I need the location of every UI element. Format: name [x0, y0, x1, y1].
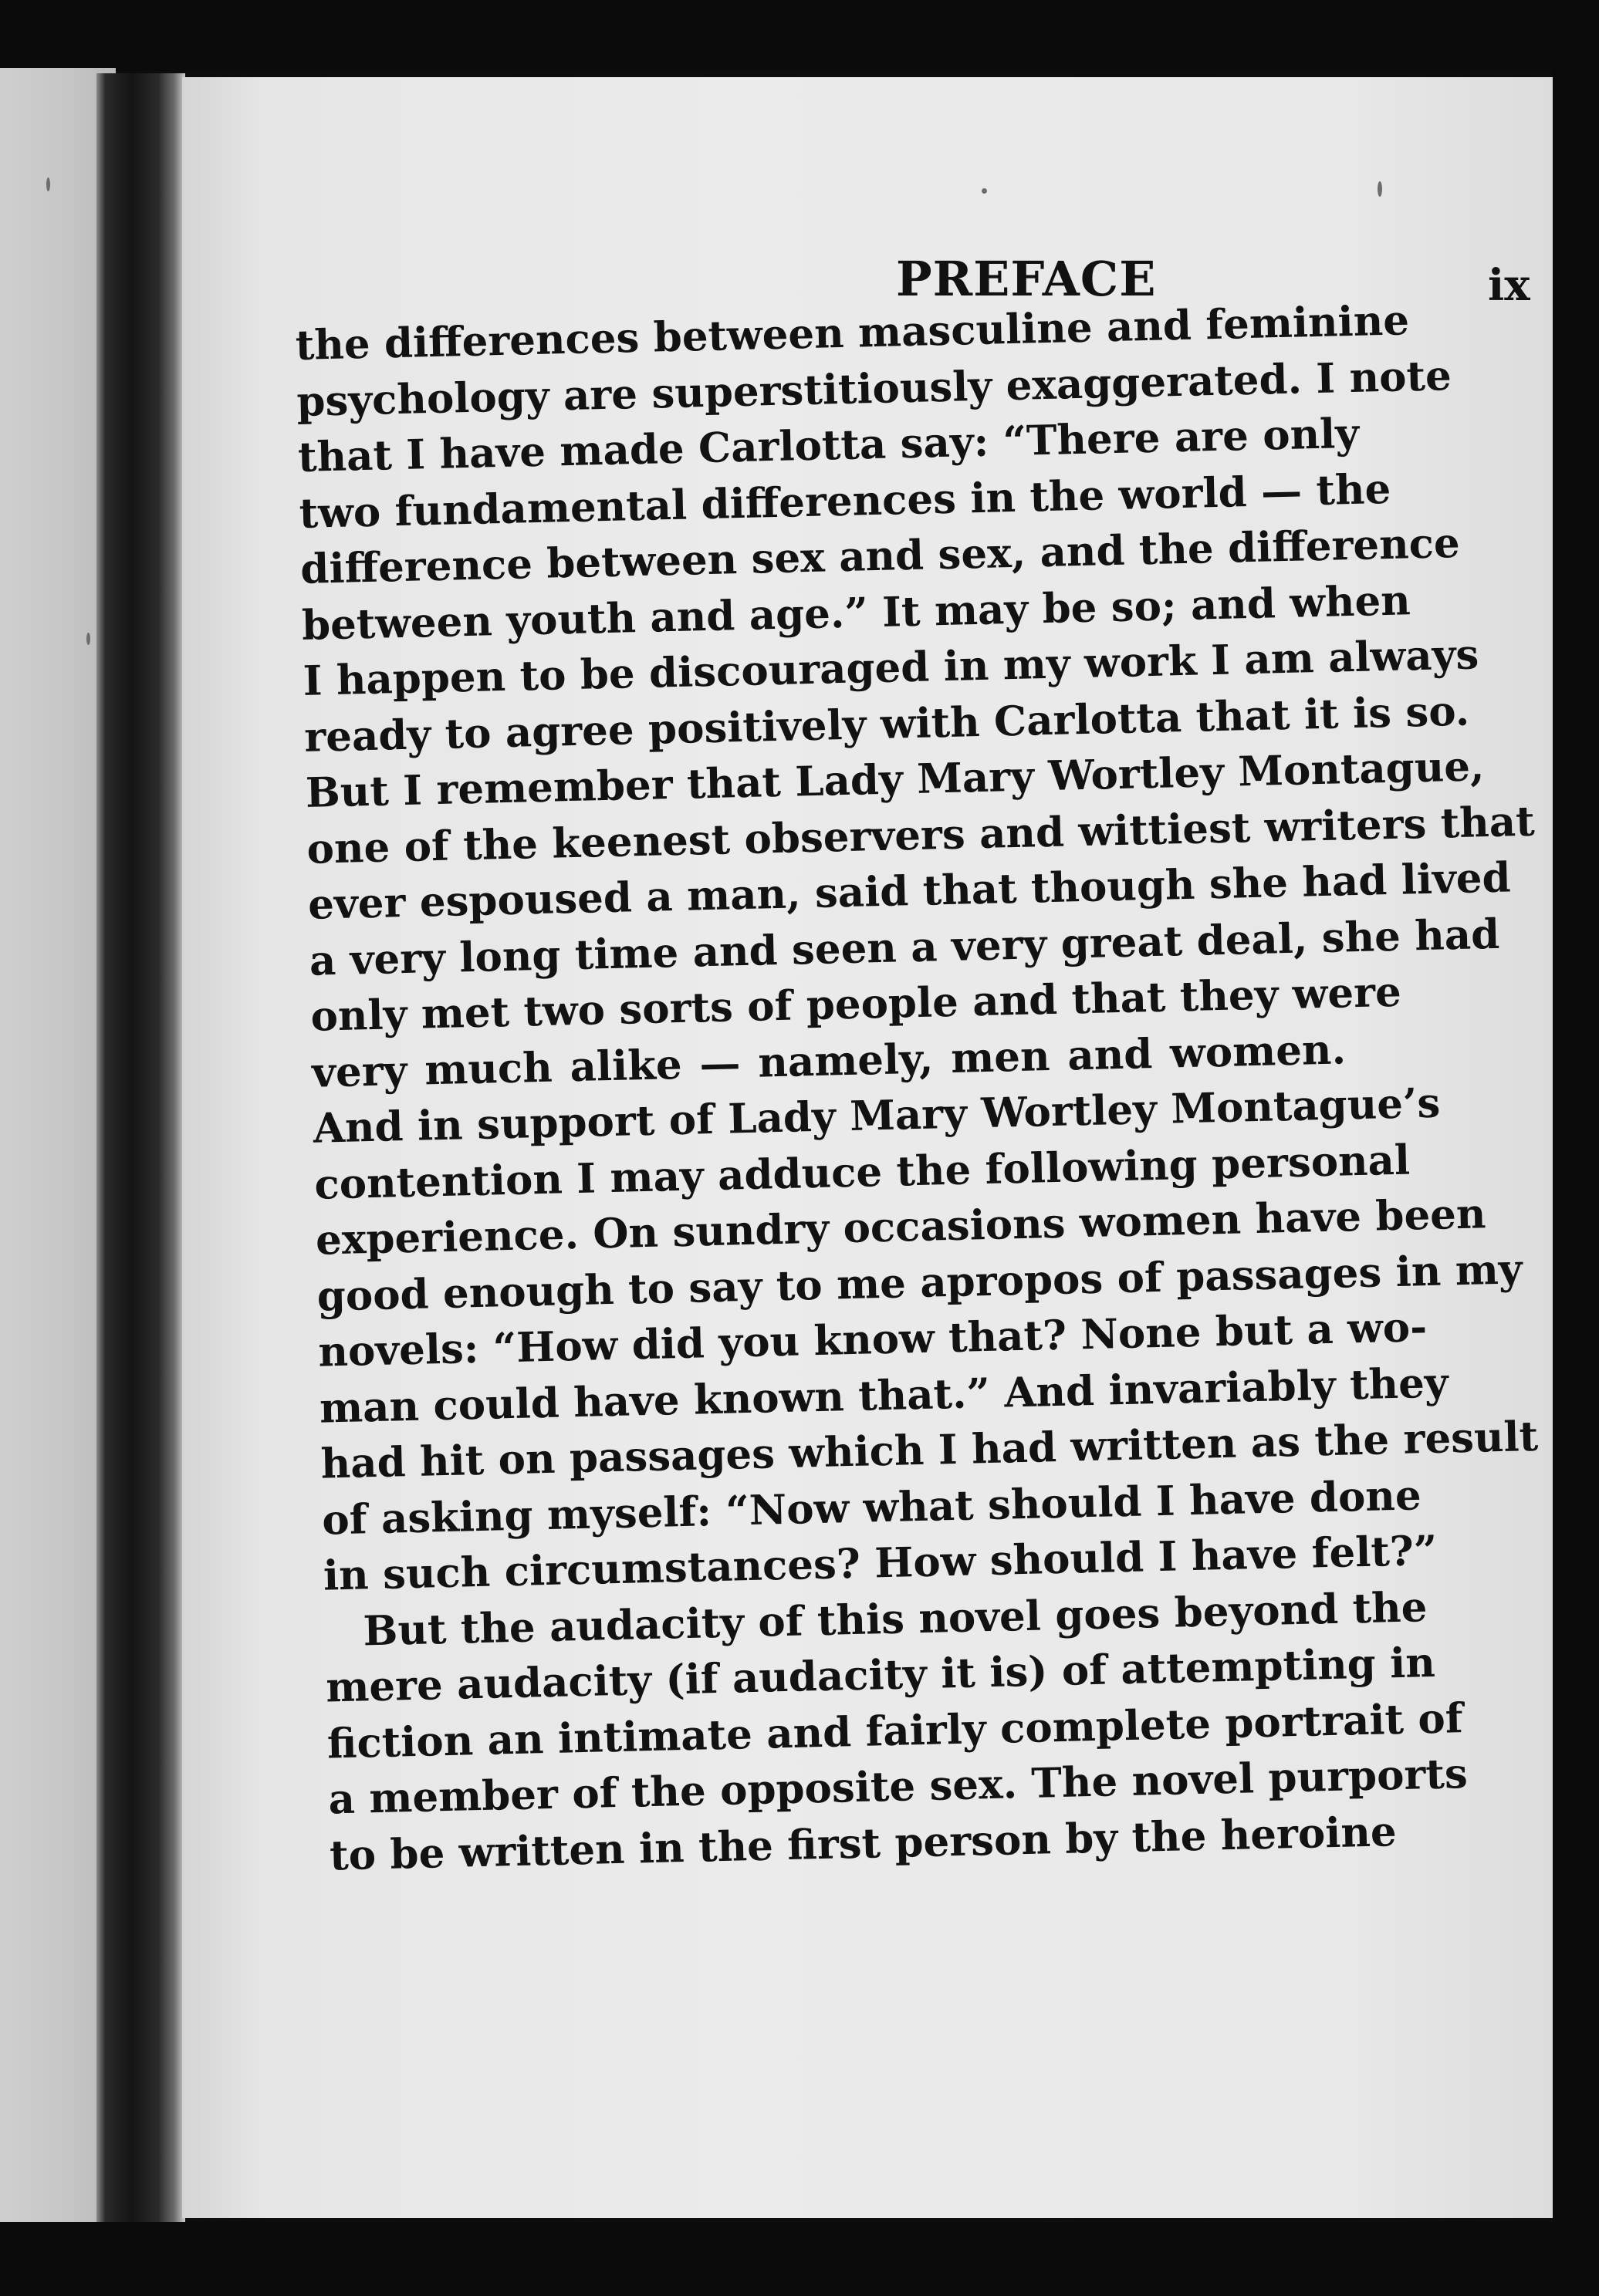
scan-bottom-border [0, 2222, 1599, 2296]
text-line: novels: “How did you know that? None but a wo- [317, 1303, 1428, 1376]
text-line: to be written in the first person by the heroine [329, 1807, 1398, 1879]
scan-speck [86, 633, 90, 645]
scan-top-border [0, 0, 1599, 71]
text-line: ever espoused a man, said that though she had lived [307, 853, 1512, 929]
page-number: ix [1488, 260, 1530, 311]
text-line: mere audacity (if audacity it is) of attempting in [325, 1638, 1436, 1712]
text-line: the differences between masculine and feminine [295, 296, 1410, 370]
scan-speck [1378, 181, 1382, 197]
text-line: But the audacity of this novel goes beyond the [362, 1582, 1428, 1655]
text-line: in such circumstances? How should I have felt?” [323, 1526, 1438, 1600]
text-line: And in support of Lady Mary Wortley Montague’s [313, 1079, 1441, 1153]
text-line: of asking myself: “Now what should I have done [321, 1470, 1422, 1545]
text-line: fiction an intimate and fairly complete portrait of [326, 1693, 1464, 1768]
book-gutter [96, 73, 185, 2226]
text-line: psychology are superstitiously exaggerated. I note [296, 351, 1452, 426]
text-line: difference between sex and sex, and the difference [299, 518, 1461, 593]
text-line: good enough to say to me apropos of passages in my [316, 1244, 1523, 1321]
text-line: very much alike — namely, men and women. [311, 1025, 1347, 1097]
text-line: contention I may adduce the following personal [313, 1136, 1411, 1209]
text-line: one of the keenest observers and wittiest writers that [306, 797, 1536, 873]
text-line: two fundamental differences in the world — the [299, 464, 1391, 538]
scan-right-border [1553, 0, 1599, 2296]
text-line: ready to agree positively with Carlotta that it is so. [303, 687, 1470, 761]
text-line: But I remember that Lady Mary Wortley Montague, [305, 742, 1486, 817]
scan-speck [982, 188, 987, 194]
text-line: experience. On sundry occasions women have been [315, 1190, 1487, 1264]
text-line: I happen to be discouraged in my work I am always [302, 630, 1479, 705]
body-text [295, 295, 1539, 1884]
running-head: PREFACE [896, 251, 1157, 307]
scan-speck [46, 177, 50, 191]
text-line: between youth and age.” It may be so; and when [301, 576, 1411, 650]
text-line: a very long time and seen a very great deal, she had [309, 910, 1500, 985]
text-line: that I have made Carlotta say: “There are only [297, 409, 1360, 481]
text-line: a member of the opposite sex. The novel purports [327, 1750, 1469, 1824]
text-line: only met two sorts of people and that they were [309, 967, 1402, 1041]
text-line: man could have known that.” And invariably they [319, 1358, 1449, 1433]
text-line: had hit on passages which I had written as the result [320, 1412, 1539, 1488]
